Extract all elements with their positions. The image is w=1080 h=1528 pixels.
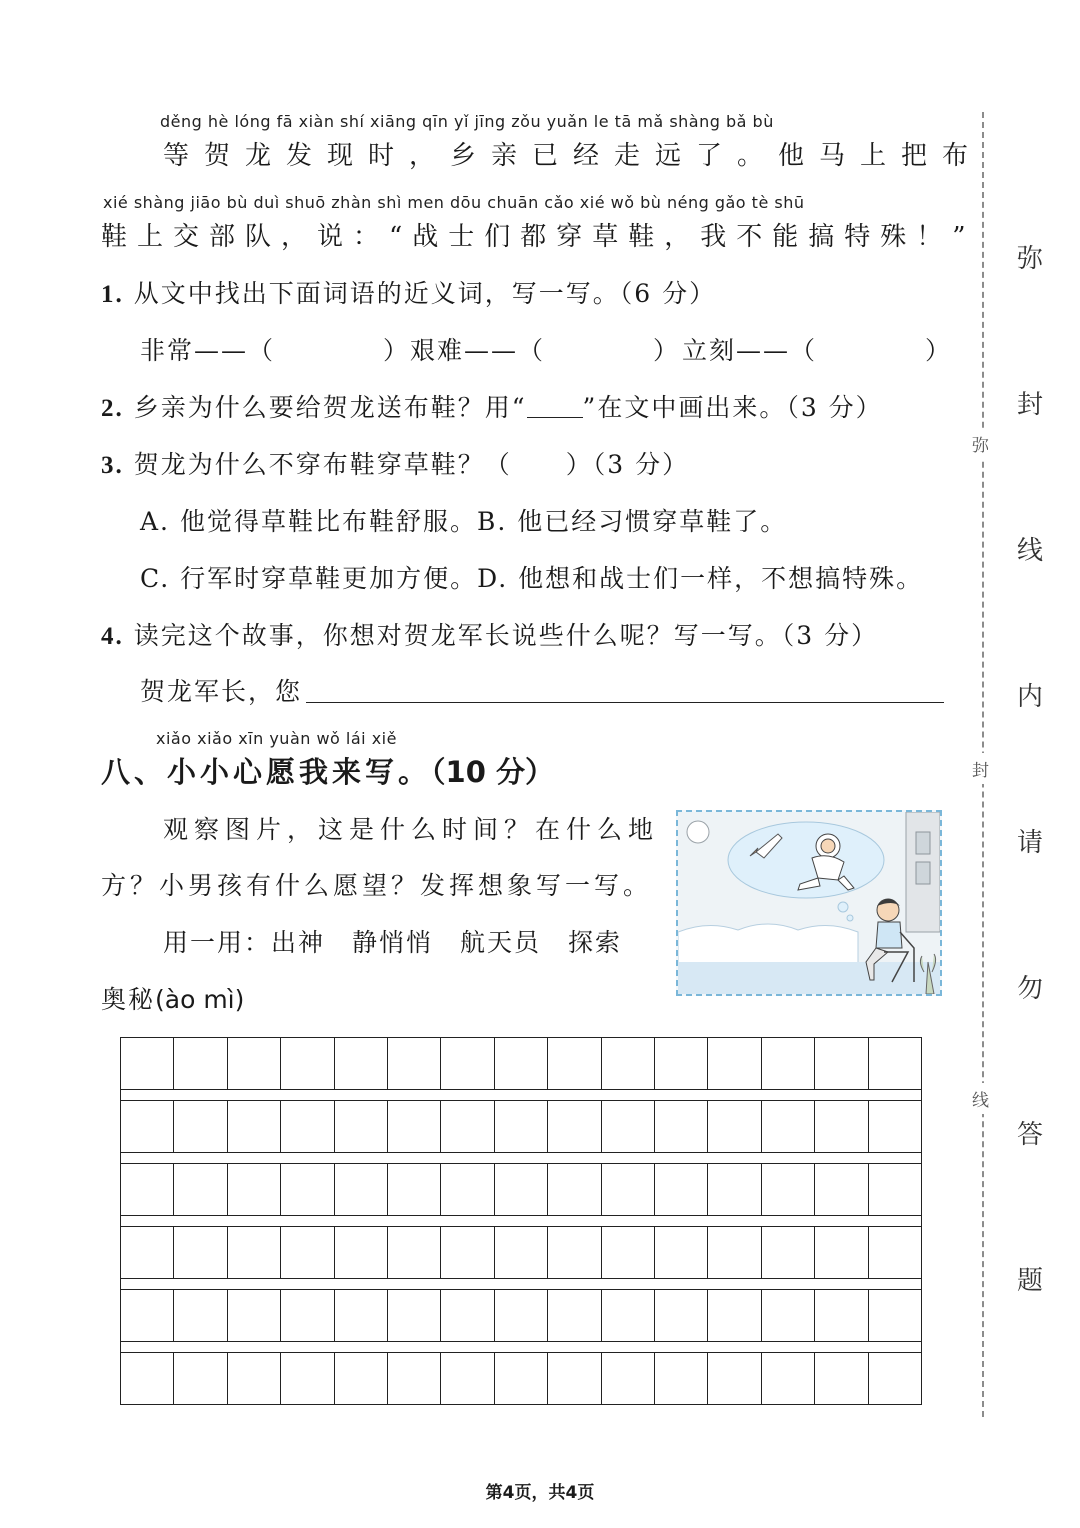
grid-cell[interactable] — [228, 1227, 281, 1278]
question-1-text: 从文中找出下面词语的近义词，写一写。（6 分） — [133, 279, 717, 308]
grid-cell[interactable] — [281, 1164, 334, 1215]
binding-warning-char-8: 题 — [1017, 1266, 1044, 1296]
grid-row-gap — [120, 1153, 922, 1163]
grid-cell[interactable] — [655, 1290, 708, 1341]
grid-cell[interactable] — [174, 1353, 227, 1404]
grid-cell[interactable] — [441, 1290, 494, 1341]
grid-cell[interactable] — [121, 1353, 174, 1404]
q1-pair-2[interactable]: 艰难——（ ） — [410, 336, 681, 365]
grid-row — [120, 1037, 922, 1090]
grid-cell[interactable] — [762, 1101, 815, 1152]
grid-cell[interactable] — [335, 1164, 388, 1215]
grid-cell[interactable] — [548, 1227, 601, 1278]
question-1-number: 1. — [101, 281, 124, 308]
grid-cell[interactable] — [441, 1227, 494, 1278]
section8-instruction-1: 观察图片，这是什么时间？在什么地 — [163, 815, 660, 844]
passage-line2-pinyin: xié shàng jiāo bù duì shuō zhàn shì men dōu chuān cǎo xié wǒ bù néng gǎo tè shū — [103, 193, 805, 212]
grid-cell[interactable] — [602, 1101, 655, 1152]
grid-cell[interactable] — [655, 1101, 708, 1152]
grid-cell[interactable] — [815, 1353, 868, 1404]
grid-cell[interactable] — [655, 1227, 708, 1278]
passage-line1-pinyin: děng hè lóng fā xiàn shí xiāng qīn yǐ jīng zǒu yuǎn le tā mǎ shàng bǎ bù — [160, 112, 774, 131]
grid-row-gap — [120, 1342, 922, 1352]
grid-cell[interactable] — [121, 1038, 174, 1089]
illustration-svg — [678, 812, 940, 994]
grid-cell[interactable] — [335, 1290, 388, 1341]
question-3 — [101, 445, 689, 481]
grid-cell[interactable] — [228, 1038, 281, 1089]
grid-cell[interactable] — [815, 1164, 868, 1215]
grid-cell[interactable] — [869, 1101, 921, 1152]
passage-line1-text: 等贺龙发现时，乡亲已经走远了。他马上把布 — [163, 141, 984, 171]
grid-cell[interactable] — [762, 1353, 815, 1404]
question-4 — [101, 616, 878, 652]
grid-cell[interactable] — [174, 1101, 227, 1152]
grid-cell[interactable] — [388, 1038, 441, 1089]
grid-cell[interactable] — [869, 1038, 921, 1089]
grid-cell[interactable] — [174, 1164, 227, 1215]
grid-cell[interactable] — [602, 1227, 655, 1278]
binding-warning-char-3: 线 — [1017, 536, 1044, 566]
grid-cell[interactable] — [495, 1290, 548, 1341]
grid-cell[interactable] — [174, 1038, 227, 1089]
grid-cell[interactable] — [869, 1164, 921, 1215]
question-4-text: 读完这个故事，你想对贺龙军长说些什么呢？写一写。（3 分） — [133, 621, 879, 650]
section8-title-text: 八、小小心愿我来写。 — [101, 755, 432, 789]
q1-pair-1[interactable]: 非常——（ ） — [140, 336, 411, 365]
grid-cell[interactable] — [869, 1227, 921, 1278]
grid-cell[interactable] — [281, 1227, 334, 1278]
grid-cell[interactable] — [441, 1164, 494, 1215]
grid-cell[interactable] — [228, 1290, 281, 1341]
grid-cell[interactable] — [815, 1227, 868, 1278]
grid-cell[interactable] — [548, 1353, 601, 1404]
grid-row — [120, 1163, 922, 1216]
grid-cell[interactable] — [495, 1227, 548, 1278]
grid-cell[interactable] — [121, 1290, 174, 1341]
binding-warning-char-7: 答 — [1017, 1120, 1044, 1150]
grid-cell[interactable] — [708, 1353, 761, 1404]
section8-words: 用一用：出神 静悄悄 航天员 探索 — [163, 928, 623, 957]
question-2-number: 2. — [101, 395, 124, 422]
grid-row — [120, 1289, 922, 1342]
grid-cell[interactable] — [441, 1038, 494, 1089]
grid-cell[interactable] — [602, 1038, 655, 1089]
grid-cell[interactable] — [228, 1164, 281, 1215]
grid-row-gap — [120, 1279, 922, 1289]
grid-cell[interactable] — [815, 1038, 868, 1089]
grid-cell[interactable] — [281, 1038, 334, 1089]
grid-cell[interactable] — [655, 1353, 708, 1404]
grid-cell[interactable] — [762, 1164, 815, 1215]
binding-warning-char-6: 勿 — [1017, 974, 1044, 1004]
underline-sample — [527, 395, 583, 418]
grid-cell[interactable] — [708, 1038, 761, 1089]
grid-cell[interactable] — [388, 1353, 441, 1404]
illustration-boy-dreaming-astronaut — [676, 810, 942, 996]
grid-cell[interactable] — [388, 1290, 441, 1341]
grid-row — [120, 1100, 922, 1153]
section8-instruction-2: 方？小男孩有什么愿望？发挥想象写一写。 — [101, 871, 653, 900]
grid-cell[interactable] — [388, 1101, 441, 1152]
answer-line[interactable] — [306, 702, 944, 703]
grid-cell[interactable] — [548, 1290, 601, 1341]
grid-row — [120, 1352, 922, 1405]
grid-cell[interactable] — [228, 1353, 281, 1404]
grid-cell[interactable] — [281, 1353, 334, 1404]
grid-cell[interactable] — [602, 1353, 655, 1404]
grid-cell[interactable] — [815, 1101, 868, 1152]
grid-cell[interactable] — [762, 1290, 815, 1341]
grid-cell[interactable] — [762, 1227, 815, 1278]
question-2 — [101, 388, 883, 424]
binding-mark-mi: 弥 — [972, 428, 989, 459]
grid-cell[interactable] — [602, 1290, 655, 1341]
section8-words-2-text: 奥秘 — [101, 985, 156, 1014]
grid-cell[interactable] — [495, 1164, 548, 1215]
section8-title — [101, 750, 554, 791]
grid-cell[interactable] — [174, 1290, 227, 1341]
section8-points: （10 分） — [431, 755, 554, 789]
question-2-text-before: 乡亲为什么要给贺龙送布鞋？用“ — [133, 393, 527, 422]
grid-cell[interactable] — [495, 1353, 548, 1404]
grid-cell[interactable] — [441, 1101, 494, 1152]
grid-cell[interactable] — [121, 1227, 174, 1278]
grid-row — [120, 1226, 922, 1279]
question-4-number: 4. — [101, 623, 124, 650]
grid-cell[interactable] — [762, 1038, 815, 1089]
grid-cell[interactable] — [655, 1038, 708, 1089]
grid-cell[interactable] — [121, 1101, 174, 1152]
grid-cell[interactable] — [869, 1353, 921, 1404]
binding-warning-char-2: 封 — [1017, 390, 1044, 420]
grid-cell[interactable] — [655, 1164, 708, 1215]
grid-cell[interactable] — [708, 1290, 761, 1341]
question-3-number: 3. — [101, 452, 124, 479]
grid-cell[interactable] — [281, 1101, 334, 1152]
binding-warning-char-1: 弥 — [1017, 244, 1044, 274]
binding-warning-char-5: 请 — [1017, 828, 1044, 858]
section8-words-2-pinyin: (ào mì) — [155, 985, 245, 1014]
grid-cell[interactable] — [708, 1164, 761, 1215]
grid-cell[interactable] — [228, 1101, 281, 1152]
binding-mark-feng: 封 — [972, 753, 989, 784]
question-1 — [101, 274, 716, 310]
grid-cell[interactable] — [602, 1164, 655, 1215]
grid-cell[interactable] — [121, 1164, 174, 1215]
question-4-prompt: 贺龙军长，您 — [140, 677, 303, 706]
binding-mark-xian: 线 — [972, 1083, 989, 1114]
grid-cell[interactable] — [495, 1038, 548, 1089]
grid-cell[interactable] — [441, 1353, 494, 1404]
grid-row-gap — [120, 1216, 922, 1226]
grid-cell[interactable] — [335, 1101, 388, 1152]
grid-cell[interactable] — [388, 1227, 441, 1278]
question-3-options-cd: C. 行军时穿草鞋更加方便。D. 他想和战士们一样，不想搞特殊。 — [140, 564, 924, 593]
grid-cell[interactable] — [548, 1101, 601, 1152]
question-3-text[interactable]: 贺龙为什么不穿布鞋穿草鞋？（ ）（3 分） — [133, 450, 690, 479]
grid-cell[interactable] — [548, 1038, 601, 1089]
grid-cell[interactable] — [281, 1290, 334, 1341]
passage-line2-text: 鞋上交部队，说：“战士们都穿草鞋，我不能搞特殊！” — [101, 222, 976, 252]
grid-cell[interactable] — [174, 1227, 227, 1278]
question-2-text-after: ”在文中画出来。（3 分） — [582, 393, 883, 422]
grid-cell[interactable] — [548, 1164, 601, 1215]
grid-cell[interactable] — [495, 1101, 548, 1152]
question-3-options-ab: A. 他觉得草鞋比布鞋舒服。B. 他已经习惯穿草鞋了。 — [140, 507, 788, 536]
grid-cell[interactable] — [869, 1290, 921, 1341]
grid-cell[interactable] — [388, 1164, 441, 1215]
grid-cell[interactable] — [708, 1101, 761, 1152]
grid-cell[interactable] — [335, 1038, 388, 1089]
binding-warning-char-4: 内 — [1017, 682, 1044, 712]
section8-pinyin: xiǎo xiǎo xīn yuàn wǒ lái xiě — [156, 729, 397, 748]
q1-pair-3[interactable]: 立刻——（ ） — [682, 336, 953, 365]
page-footer: 第4页，共4页 — [485, 1483, 595, 1503]
grid-cell[interactable] — [335, 1353, 388, 1404]
grid-row-gap — [120, 1090, 922, 1100]
section8-words-2 — [101, 980, 244, 1016]
grid-cell[interactable] — [708, 1227, 761, 1278]
grid-cell[interactable] — [815, 1290, 868, 1341]
grid-cell[interactable] — [335, 1227, 388, 1278]
